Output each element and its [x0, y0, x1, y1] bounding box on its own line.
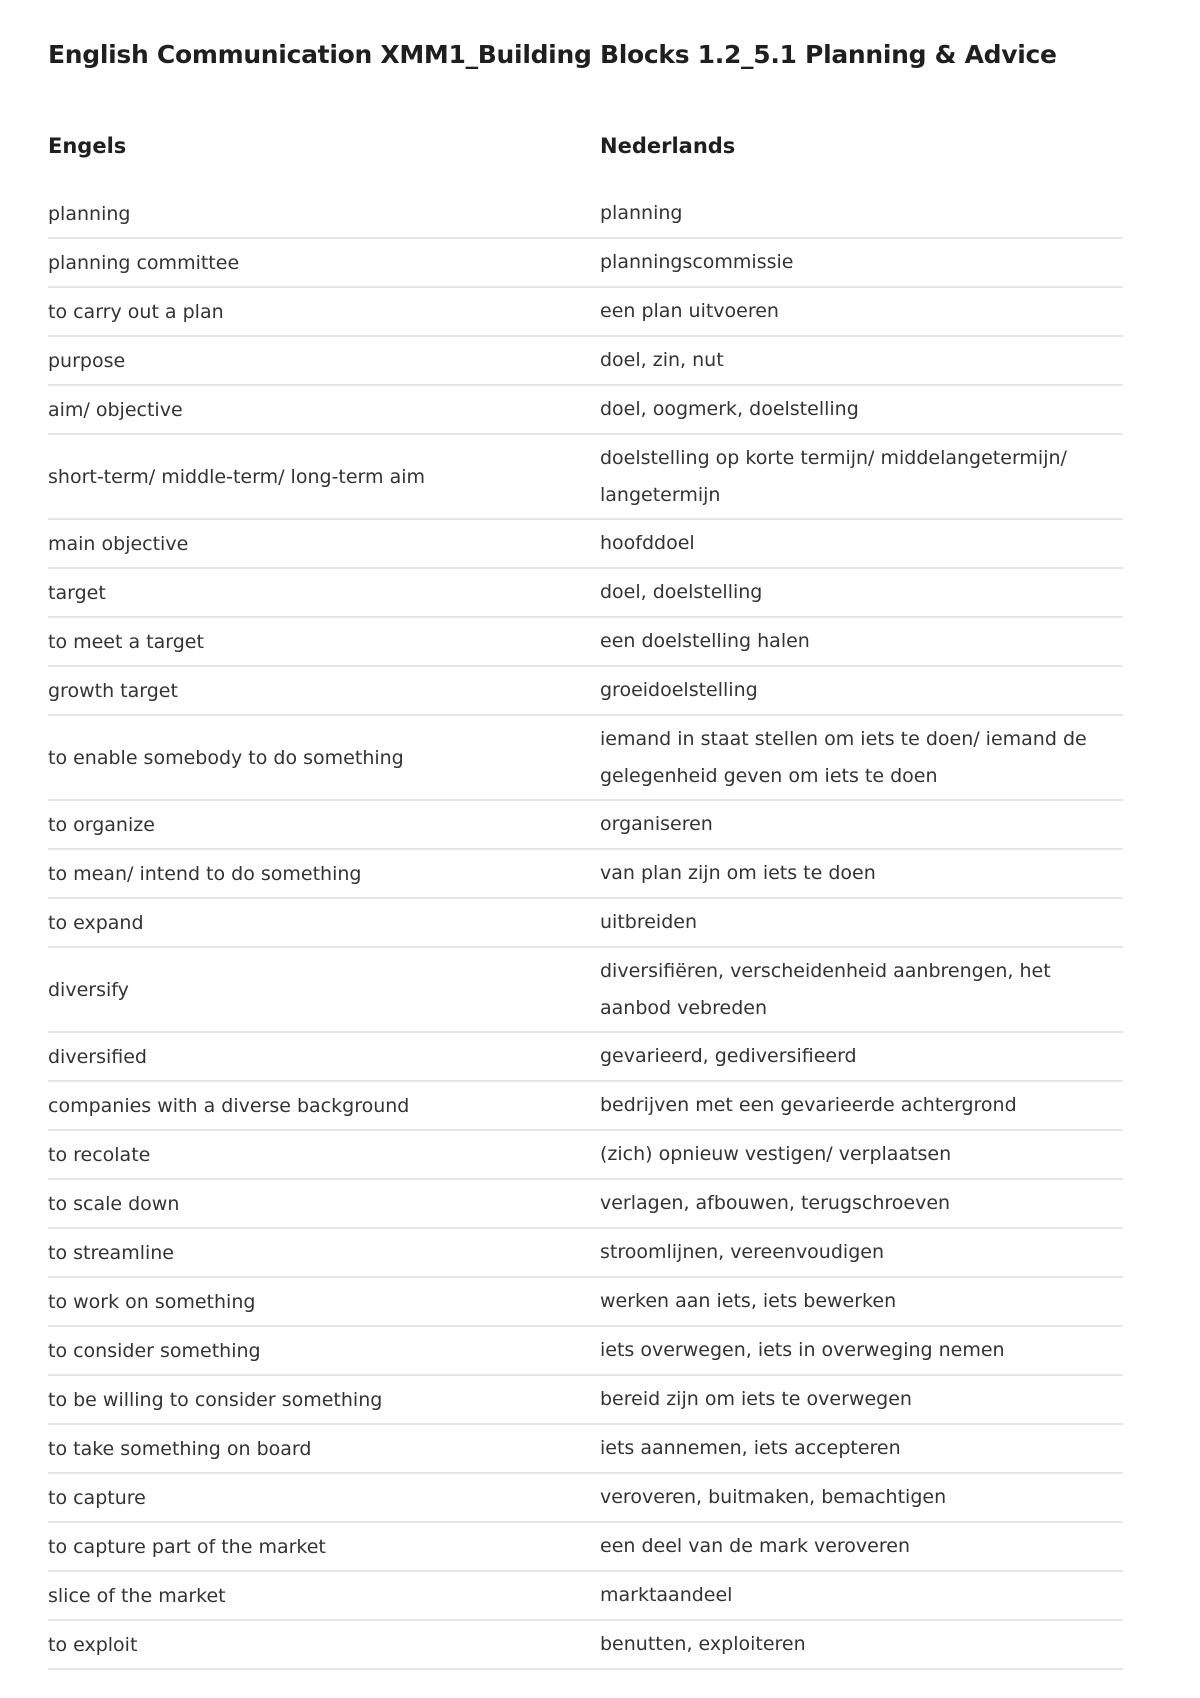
table-row: [48, 190, 1123, 239]
dutch-translation: van plan zijn om iets te doen: [600, 862, 876, 884]
english-term: to streamline: [48, 1241, 174, 1264]
english-term: to meet a target: [48, 630, 204, 653]
dutch-translation: benutten, exploiteren: [600, 1633, 806, 1655]
table-row: [48, 801, 1123, 850]
table-row: [48, 716, 1123, 801]
english-term: to carry out a plan: [48, 300, 224, 323]
dutch-translation: marktaandeel: [600, 1584, 733, 1606]
dutch-translation: iets overwegen, iets in overweging nemen: [600, 1339, 1005, 1361]
english-term: planning committee: [48, 251, 240, 274]
english-term: to consider something: [48, 1339, 261, 1362]
table-row: [48, 948, 1123, 1033]
table-row: [48, 899, 1123, 948]
english-term: to enable somebody to do something: [48, 746, 404, 769]
dutch-translation: doelstelling op korte termijn/ middelangetermijn/ langetermijn: [600, 446, 1067, 506]
dutch-translation: verlagen, afbouwen, terugschroeven: [600, 1192, 951, 1214]
table-row: [48, 1082, 1123, 1131]
vocabulary-table: [48, 190, 1123, 1670]
dutch-translation: diversifiëren, verscheidenheid aanbrengen, het aanbod vebreden: [600, 959, 1051, 1019]
table-row: [48, 520, 1123, 569]
dutch-translation: hoofddoel: [600, 532, 695, 554]
dutch-translation: iemand in staat stellen om iets te doen/ iemand de gelegenheid geven om iets te doen: [600, 727, 1087, 787]
dutch-translation: planningscommissie: [600, 251, 794, 273]
dutch-translation: uitbreiden: [600, 911, 697, 933]
english-term: to take something on board: [48, 1437, 312, 1460]
table-row: [48, 569, 1123, 618]
english-term: to expand: [48, 911, 144, 934]
dutch-translation: (zich) opnieuw vestigen/ verplaatsen: [600, 1143, 952, 1165]
column-header-english: Engels: [48, 134, 127, 158]
table-row: [48, 239, 1123, 288]
table-row: [48, 337, 1123, 386]
english-term: slice of the market: [48, 1584, 226, 1607]
english-term: to recolate: [48, 1143, 151, 1166]
dutch-translation: doel, zin, nut: [600, 349, 724, 371]
table-row: [48, 1572, 1123, 1621]
table-row: [48, 667, 1123, 716]
english-term: growth target: [48, 679, 178, 702]
table-row: [48, 618, 1123, 667]
page-title: English Communication XMM1_Building Blocks 1.2_5.1 Planning & Advice: [48, 40, 1057, 69]
table-row: [48, 1278, 1123, 1327]
table-row: [48, 1523, 1123, 1572]
table-row: [48, 1376, 1123, 1425]
english-term: main objective: [48, 532, 189, 555]
table-row: [48, 1033, 1123, 1082]
table-row: [48, 850, 1123, 899]
dutch-translation: doel, doelstelling: [600, 581, 763, 603]
dutch-translation: organiseren: [600, 813, 713, 835]
table-row: [48, 1131, 1123, 1180]
table-row: [48, 1180, 1123, 1229]
dutch-translation: iets aannemen, iets accepteren: [600, 1437, 901, 1459]
dutch-translation: een doelstelling halen: [600, 630, 810, 652]
column-header-dutch: Nederlands: [600, 134, 736, 158]
english-term: to exploit: [48, 1633, 138, 1656]
english-term: companies with a diverse background: [48, 1094, 410, 1117]
table-row: [48, 288, 1123, 337]
table-row: [48, 386, 1123, 435]
english-term: planning: [48, 202, 131, 225]
english-term: to scale down: [48, 1192, 180, 1215]
dutch-translation: werken aan iets, iets bewerken: [600, 1290, 897, 1312]
dutch-translation: een plan uitvoeren: [600, 300, 779, 322]
dutch-translation: gevarieerd, gediversifieerd: [600, 1045, 857, 1067]
table-row: [48, 1327, 1123, 1376]
english-term: to work on something: [48, 1290, 256, 1313]
english-term: to be willing to consider something: [48, 1388, 383, 1411]
english-term: to capture part of the market: [48, 1535, 326, 1558]
english-term: aim/ objective: [48, 398, 183, 421]
dutch-translation: een deel van de mark veroveren: [600, 1535, 910, 1557]
table-row: [48, 435, 1123, 520]
table-row: [48, 1474, 1123, 1523]
dutch-translation: groeidoelstelling: [600, 679, 758, 701]
english-term: diversified: [48, 1045, 147, 1068]
dutch-translation: doel, oogmerk, doelstelling: [600, 398, 859, 420]
table-row: [48, 1229, 1123, 1278]
english-term: target: [48, 581, 106, 604]
english-term: purpose: [48, 349, 126, 372]
english-term: diversify: [48, 978, 129, 1001]
english-term: short-term/ middle-term/ long-term aim: [48, 465, 426, 488]
table-row: [48, 1425, 1123, 1474]
english-term: to organize: [48, 813, 155, 836]
dutch-translation: planning: [600, 202, 683, 224]
english-term: to mean/ intend to do something: [48, 862, 362, 885]
dutch-translation: veroveren, buitmaken, bemachtigen: [600, 1486, 947, 1508]
table-header: [48, 134, 1123, 170]
dutch-translation: bedrijven met een gevarieerde achtergrond: [600, 1094, 1017, 1116]
english-term: to capture: [48, 1486, 146, 1509]
table-row: [48, 1621, 1123, 1670]
dutch-translation: stroomlijnen, vereenvoudigen: [600, 1241, 884, 1263]
dutch-translation: bereid zijn om iets te overwegen: [600, 1388, 912, 1410]
